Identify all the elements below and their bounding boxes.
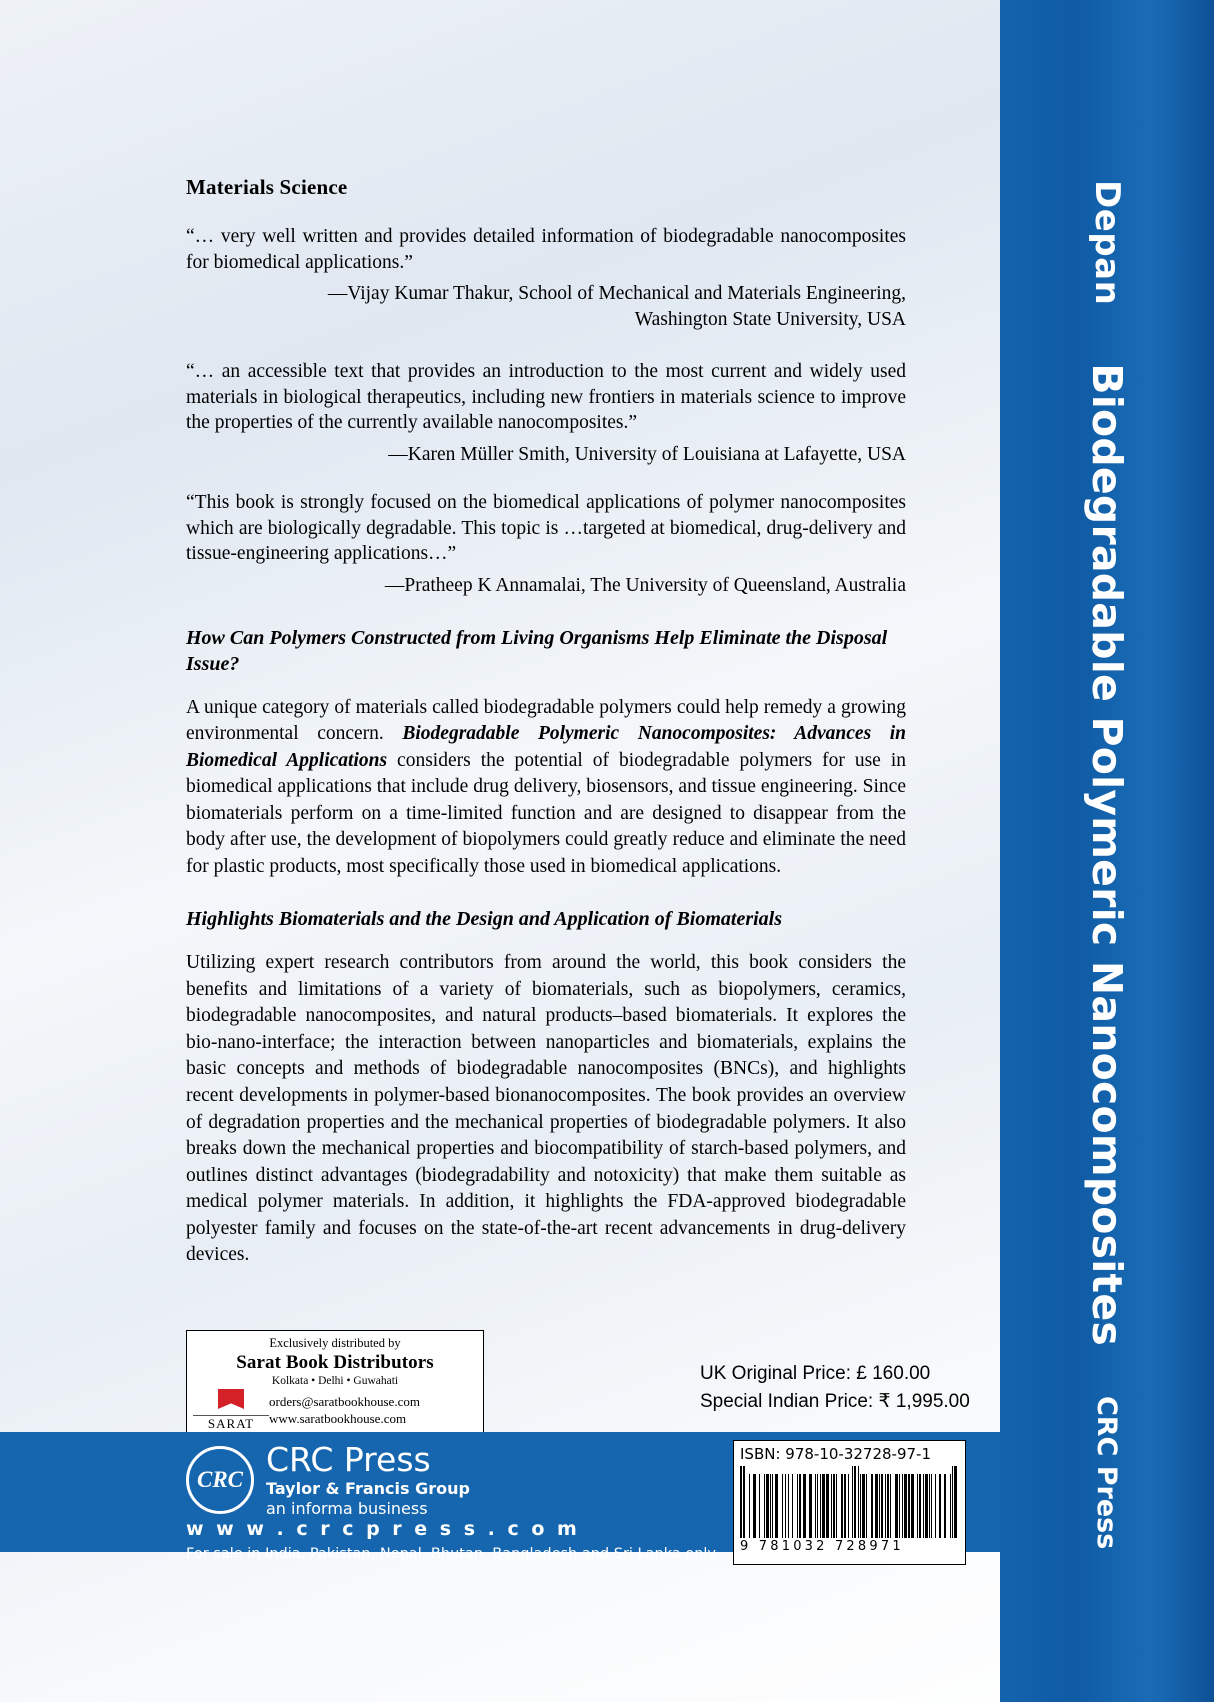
distributor-details-row bbox=[193, 1389, 477, 1432]
isbn-barcode-box bbox=[733, 1440, 966, 1565]
review-attribution-1-line2: Washington State University, USA bbox=[634, 309, 906, 331]
review-attribution-3: —Pratheep K Annamalai, The University of Queensland, Australia bbox=[384, 575, 906, 597]
distributor-email: orders@saratbookhouse.com bbox=[269, 1394, 420, 1410]
publisher-logo-block bbox=[186, 1440, 470, 1519]
sarat-logo-text: SARAT bbox=[193, 1415, 269, 1432]
category-label: Materials Science bbox=[186, 175, 348, 199]
description-paragraph-1-part2: considers the potential of biodegradable polymers for use in biomedical applications that include drug delivery, biosensors, and tissue engineering. Since biomaterials perform on a time-limited function and are designed to disappear from the body after use, the development of biopolymers could greatly reduce and eliminate the need for plastic products, most specifically those used in biomedical applications. bbox=[186, 749, 906, 877]
review-attribution-1 bbox=[186, 281, 906, 332]
section-heading-2: Highlights Biomaterials and the Design and Application of Biomaterials bbox=[186, 908, 783, 931]
barcode-digits: 9 781032 728971 bbox=[740, 1539, 904, 1554]
distributor-name: Sarat Book Distributors bbox=[236, 1352, 434, 1373]
distributor-website: www.saratbookhouse.com bbox=[269, 1410, 407, 1426]
distributor-box bbox=[186, 1330, 484, 1439]
crc-logo-icon: CRC bbox=[186, 1446, 254, 1514]
spine-text-group bbox=[1000, 0, 1214, 1702]
indian-price: Special Indian Price: ₹ 1,995.00 bbox=[700, 1390, 970, 1412]
spine-inner bbox=[1000, 0, 1214, 1702]
uk-price: UK Original Price: £ 160.00 bbox=[700, 1363, 931, 1384]
description-paragraph-2: Utilizing expert research contributors from around the world, this book considers the benefits and limitations of a variety of biomaterials, such as biopolymers, ceramics, biodegradable nanocomposites, and natural products–based biomaterials. It explores the bio-nano-interface; the interaction between nanoparticles and biomaterials, explains the basic concepts and methods of biodegradable nanocomposites (BNCs), and highlights recent developments in polymer-based bionanocomposites. The book provides an overview of degradation properties and the mechanical properties of biodegradable polymers. It also breaks down the mechanical properties and biocompatibility of starch-based polymers, and outlines distinct advantages (biodegradability and notoxicity) that make them suitable as medical polymer materials. In addition, it highlights the FDA-approved biodegradable polyester family and focuses on the state-of-the-art recent advancements in drug-delivery devices. bbox=[186, 952, 906, 1266]
distributor-contact bbox=[269, 1394, 477, 1427]
bookmark-icon bbox=[218, 1389, 244, 1409]
isbn-label: ISBN: 978-10-32728-97-1 bbox=[740, 1445, 931, 1463]
section-heading-1: How Can Polymers Constructed from Living Organisms Help Eliminate the Disposal Issue? bbox=[186, 626, 888, 675]
back-cover-text bbox=[186, 175, 906, 1277]
distributor-cities: Kolkata • Delhi • Guwahati bbox=[271, 1375, 399, 1387]
publisher-business: an informa business bbox=[266, 1499, 428, 1518]
distributor-exclusive-line: Exclusively distributed by bbox=[269, 1336, 401, 1350]
pricing-block bbox=[700, 1360, 970, 1415]
description-paragraph-1 bbox=[186, 695, 906, 881]
book-title-inline: Biodegradable Polymeric Nanocomposites: Advances in Biomedical Applications bbox=[186, 723, 906, 771]
barcode-image bbox=[740, 1466, 959, 1538]
sarat-logo bbox=[193, 1389, 269, 1432]
review-quote-2: “… an accessible text that provides an introduction to the most current and widely used materials in biological therapeutics, including new frontiers in materials science to improve the properties of the currently available nanocomposites.” bbox=[186, 360, 906, 434]
review-quote-1: “… very well written and provides detailed information of biodegradable nanocomposites for biomedical applications.” bbox=[186, 226, 906, 273]
spine-title: Biodegradable Polymeric Nanocomposites bbox=[1083, 363, 1131, 1346]
publisher-group: Taylor & Francis Group bbox=[266, 1479, 470, 1498]
publisher-name: CRC Press bbox=[266, 1440, 431, 1479]
spine-publisher: CRC Press bbox=[1091, 1395, 1123, 1550]
publisher-url: w w w . c r c p r e s s . c o m bbox=[186, 1518, 580, 1540]
sale-territory-notice: For sale in India, Pakistan, Nepal, Bhutan, Bangladesh and Sri Lanka only. bbox=[186, 1546, 719, 1562]
description-paragraph-1-part1: A unique category of materials called biodegradable polymers could help remedy a growing environmental concern. bbox=[186, 696, 906, 745]
book-spine bbox=[1000, 0, 1214, 1702]
spine-author: Depan bbox=[1087, 180, 1127, 306]
publisher-names bbox=[266, 1440, 470, 1519]
review-attribution-2: —Karen Müller Smith, University of Louisiana at Lafayette, USA bbox=[388, 444, 906, 466]
review-attribution-1-line1: —Vijay Kumar Thakur, School of Mechanical and Materials Engineering, bbox=[327, 283, 906, 305]
review-quote-3: “This book is strongly focused on the biomedical applications of polymer nanocomposites which are biologically degradable. This topic is …targeted at biomedical, drug-delivery and tissue-engineering applications…” bbox=[186, 491, 906, 565]
